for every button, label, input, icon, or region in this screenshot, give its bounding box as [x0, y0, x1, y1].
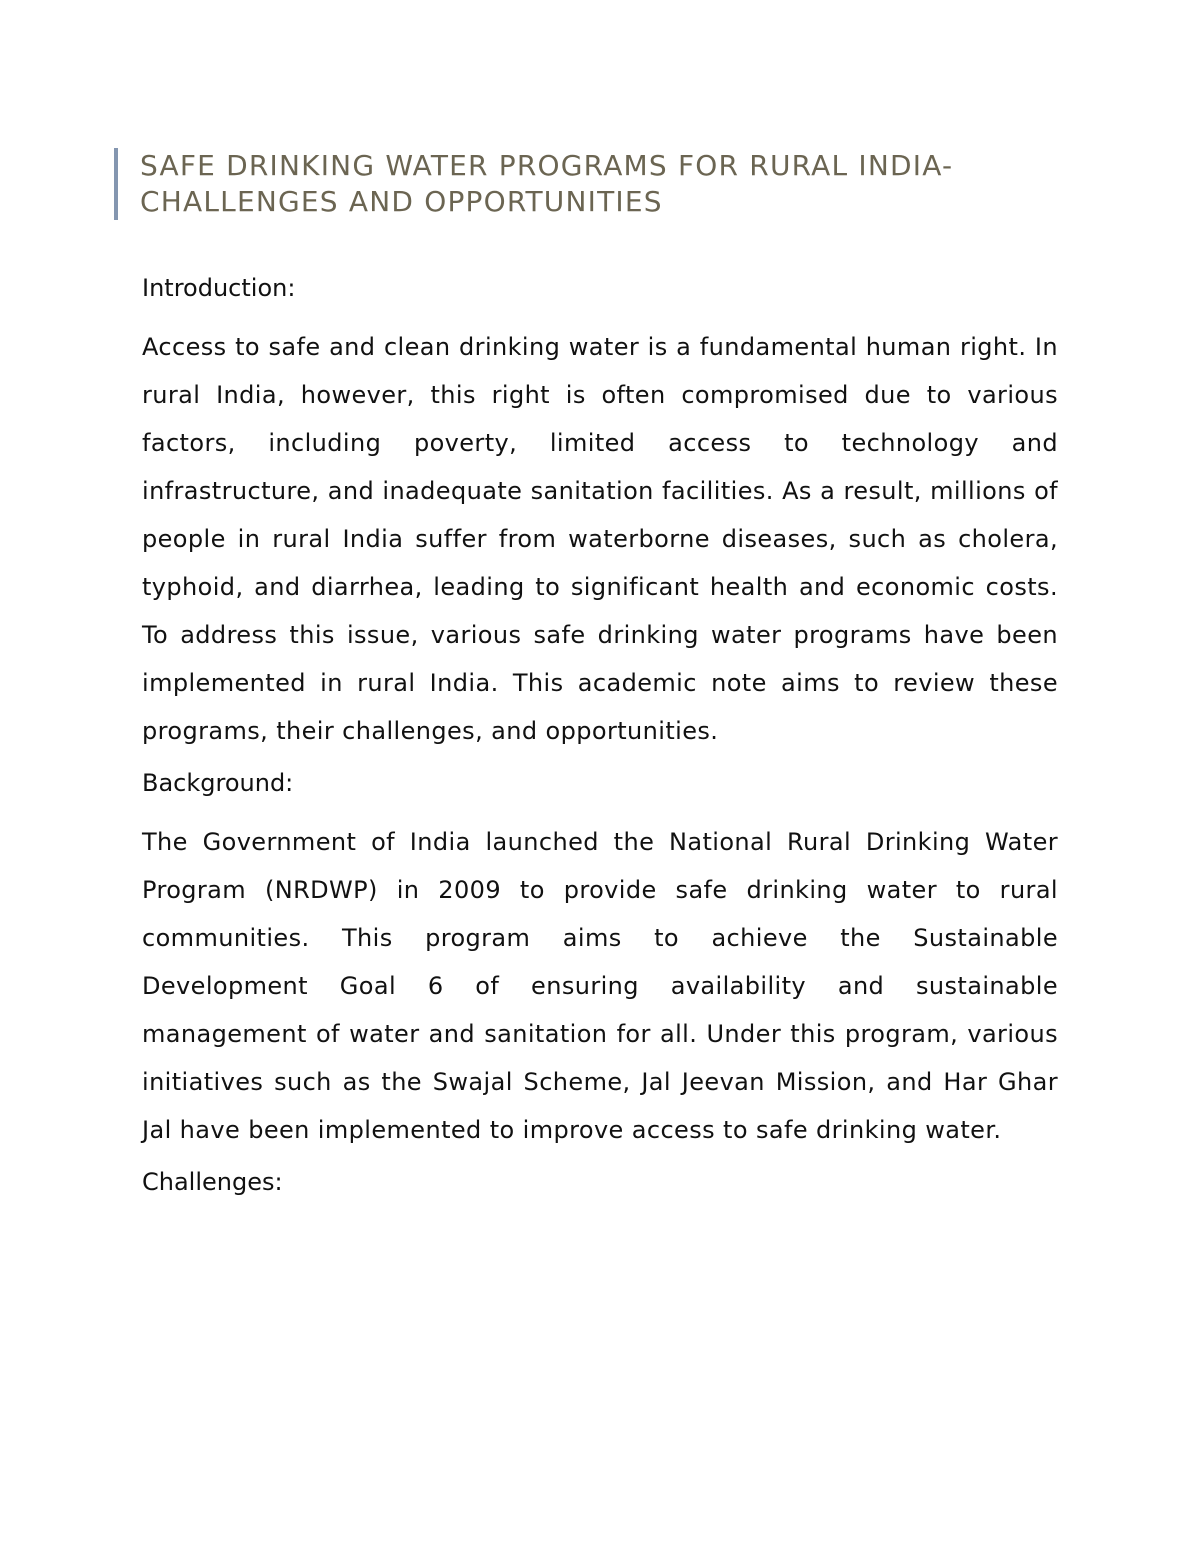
section-heading-background: Background:	[142, 769, 294, 797]
title-line-2: CHALLENGES AND OPPORTUNITIES	[140, 185, 663, 218]
section-heading-challenges: Challenges:	[142, 1168, 283, 1196]
paragraph-background: The Government of India launched the National Rural Drinking Water Program (NRDWP) in 2009 to provide safe drinking water to rural communities. This program aims to achieve the Sustainable Development Goal 6 of ensuring availability and sustainable management of water and sanitation for all. Under this program, various initiatives such as the Swajal Scheme, Jal Jeevan Mission, and Har Ghar Jal have been implemented to improve access to safe drinking water.	[142, 828, 1058, 1144]
paragraph-introduction: Access to safe and clean drinking water is a fundamental human right. In rural India, however, this right is often compromised due to various factors, including poverty, limited access to technology and infrastructure, and inadequate sanitation facilities. As a result, millions of people in rural India suffer from waterborne diseases, such as cholera, typhoid, and diarrhea, leading to significant health and economic costs. To address this issue, various safe drinking water programs have been implemented in rural India. This academic note aims to review these programs, their challenges, and opportunities.	[142, 333, 1058, 745]
section-heading-introduction: Introduction:	[142, 274, 296, 302]
document-body	[142, 270, 1058, 1200]
document-title	[114, 148, 1074, 220]
title-line-1: SAFE DRINKING WATER PROGRAMS FOR RURAL INDIA-	[140, 149, 954, 182]
